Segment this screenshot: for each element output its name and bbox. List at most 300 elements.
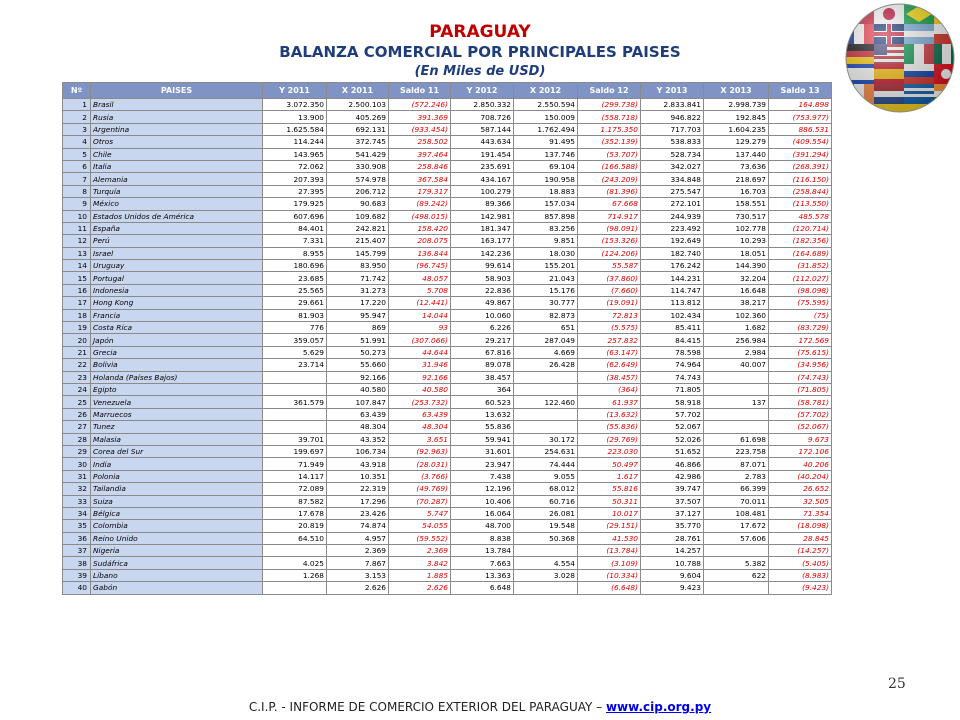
- col-x2012-cell: 26.081: [514, 507, 578, 519]
- col-saldo12-cell: (81.396): [578, 185, 641, 197]
- col-saldo12-cell: (29.769): [578, 433, 641, 445]
- col-x2013-cell: 158.551: [704, 198, 769, 210]
- col-x2012-cell: 4.554: [514, 557, 578, 569]
- col-x2012-cell: 4.669: [514, 346, 578, 358]
- col-y2013-cell: 39.747: [641, 483, 704, 495]
- col-y2012-cell: 587.144: [451, 123, 514, 135]
- col-saldo13-cell: (5.405): [769, 557, 832, 569]
- footer-text: C.I.P. - INFORME DE COMERCIO EXTERIOR DEL PARAGUAY –: [248, 700, 606, 714]
- header-col-saldo12: Saldo 12: [578, 83, 641, 99]
- col-paises-cell: Bolivia: [91, 359, 263, 371]
- col-saldo12-cell: (243.209): [578, 173, 641, 185]
- col-saldo13-cell: (31.852): [769, 260, 832, 272]
- col-x2013-cell: 218.697: [704, 173, 769, 185]
- col-paises-cell: Otros: [91, 136, 263, 148]
- col-y2011-cell: 5.629: [263, 346, 327, 358]
- header-col-paises: PAISES: [91, 83, 263, 99]
- col-x2012-cell: 83.256: [514, 222, 578, 234]
- col-nr-cell: 7: [63, 173, 91, 185]
- col-saldo12-cell: (19.091): [578, 297, 641, 309]
- col-nr-cell: 1: [63, 99, 91, 111]
- header-col-saldo13: Saldo 13: [769, 83, 832, 99]
- table-row: [63, 309, 832, 321]
- table-row: [63, 483, 832, 495]
- col-saldo11-cell: 63.439: [389, 408, 451, 420]
- col-x2013-cell: 61.698: [704, 433, 769, 445]
- col-saldo12-cell: (13.784): [578, 545, 641, 557]
- col-x2012-cell: 2.550.594: [514, 99, 578, 111]
- col-nr-cell: 6: [63, 160, 91, 172]
- col-saldo13-cell: (120.714): [769, 222, 832, 234]
- col-saldo11-cell: (253.732): [389, 396, 451, 408]
- col-saldo11-cell: 48.304: [389, 421, 451, 433]
- col-x2011-cell: 10.351: [327, 470, 389, 482]
- col-y2011-cell: [263, 408, 327, 420]
- col-saldo12-cell: (37.860): [578, 272, 641, 284]
- col-x2011-cell: 48.304: [327, 421, 389, 433]
- col-x2011-cell: 43.918: [327, 458, 389, 470]
- col-saldo13-cell: (14.257): [769, 545, 832, 557]
- col-x2012-cell: 157.034: [514, 198, 578, 210]
- col-y2012-cell: 16.064: [451, 507, 514, 519]
- col-y2011-cell: 114.244: [263, 136, 327, 148]
- col-y2013-cell: 51.652: [641, 445, 704, 457]
- col-x2012-cell: 30.777: [514, 297, 578, 309]
- col-saldo13-cell: (8.983): [769, 569, 832, 581]
- col-x2013-cell: 144.390: [704, 260, 769, 272]
- col-y2012-cell: 7.438: [451, 470, 514, 482]
- col-y2012-cell: 22.836: [451, 284, 514, 296]
- col-y2013-cell: 71.805: [641, 383, 704, 395]
- table-row: [63, 160, 832, 172]
- table-row: [63, 545, 832, 557]
- table-row: [63, 470, 832, 482]
- table-row: [63, 111, 832, 123]
- table-row: [63, 582, 832, 594]
- col-paises-cell: Reino Unido: [91, 532, 263, 544]
- col-saldo11-cell: 48.057: [389, 272, 451, 284]
- col-saldo11-cell: 158.420: [389, 222, 451, 234]
- col-saldo12-cell: (7.660): [578, 284, 641, 296]
- col-x2012-cell: 190.958: [514, 173, 578, 185]
- col-x2012-cell: 69.104: [514, 160, 578, 172]
- col-y2011-cell: 199.697: [263, 445, 327, 457]
- col-paises-cell: Polonia: [91, 470, 263, 482]
- col-saldo12-cell: (10.334): [578, 569, 641, 581]
- col-y2013-cell: 37.507: [641, 495, 704, 507]
- col-x2013-cell: [704, 408, 769, 420]
- col-y2012-cell: 12.196: [451, 483, 514, 495]
- table-row: [63, 185, 832, 197]
- col-y2012-cell: 142.236: [451, 247, 514, 259]
- col-saldo11-cell: 92.166: [389, 371, 451, 383]
- col-y2012-cell: 59.941: [451, 433, 514, 445]
- table-row: [63, 322, 832, 334]
- col-paises-cell: Marruecos: [91, 408, 263, 420]
- col-y2013-cell: 342.027: [641, 160, 704, 172]
- col-x2013-cell: 1.682: [704, 322, 769, 334]
- col-nr-cell: 36: [63, 532, 91, 544]
- col-y2013-cell: 52.067: [641, 421, 704, 433]
- col-saldo12-cell: 223.030: [578, 445, 641, 457]
- col-paises-cell: Japón: [91, 334, 263, 346]
- col-y2013-cell: 275.547: [641, 185, 704, 197]
- col-y2012-cell: 49.867: [451, 297, 514, 309]
- table-row: [63, 371, 832, 383]
- col-saldo13-cell: (40.204): [769, 470, 832, 482]
- col-paises-cell: Venezuela: [91, 396, 263, 408]
- table-row: [63, 148, 832, 160]
- col-y2013-cell: 46.866: [641, 458, 704, 470]
- col-y2011-cell: [263, 383, 327, 395]
- col-nr-cell: 15: [63, 272, 91, 284]
- col-x2011-cell: 17.296: [327, 495, 389, 507]
- col-x2012-cell: 155.201: [514, 260, 578, 272]
- header-col-nr: Nº: [63, 83, 91, 99]
- col-x2011-cell: 2.369: [327, 545, 389, 557]
- col-x2011-cell: 372.745: [327, 136, 389, 148]
- col-y2012-cell: 55.836: [451, 421, 514, 433]
- col-x2013-cell: 2.984: [704, 346, 769, 358]
- col-y2013-cell: 78.598: [641, 346, 704, 358]
- table-row: [63, 136, 832, 148]
- col-x2013-cell: [704, 545, 769, 557]
- col-x2012-cell: [514, 421, 578, 433]
- col-x2013-cell: 102.360: [704, 309, 769, 321]
- col-y2011-cell: 361.579: [263, 396, 327, 408]
- col-y2011-cell: [263, 371, 327, 383]
- col-y2013-cell: 114.747: [641, 284, 704, 296]
- table-row: [63, 235, 832, 247]
- col-saldo11-cell: 367.584: [389, 173, 451, 185]
- col-x2013-cell: 16.703: [704, 185, 769, 197]
- col-x2011-cell: 574.978: [327, 173, 389, 185]
- table-row: [63, 346, 832, 358]
- col-x2013-cell: 18.051: [704, 247, 769, 259]
- col-x2011-cell: 3.153: [327, 569, 389, 581]
- col-saldo13-cell: (9.423): [769, 582, 832, 594]
- col-x2013-cell: 10.293: [704, 235, 769, 247]
- col-paises-cell: Costa Rica: [91, 322, 263, 334]
- col-saldo13-cell: (75): [769, 309, 832, 321]
- col-y2012-cell: 7.663: [451, 557, 514, 569]
- col-x2011-cell: 92.166: [327, 371, 389, 383]
- col-x2013-cell: 38.217: [704, 297, 769, 309]
- col-y2011-cell: 359.057: [263, 334, 327, 346]
- col-saldo11-cell: (3.766): [389, 470, 451, 482]
- col-y2012-cell: 191.454: [451, 148, 514, 160]
- col-saldo11-cell: (89.242): [389, 198, 451, 210]
- table-row: [63, 495, 832, 507]
- col-y2011-cell: [263, 421, 327, 433]
- col-x2013-cell: 2.998.739: [704, 99, 769, 111]
- col-x2011-cell: 50.273: [327, 346, 389, 358]
- table-row: [63, 507, 832, 519]
- col-y2012-cell: 29.217: [451, 334, 514, 346]
- col-x2013-cell: 108.481: [704, 507, 769, 519]
- col-saldo13-cell: 172.569: [769, 334, 832, 346]
- table-row: [63, 334, 832, 346]
- col-x2012-cell: 30.172: [514, 433, 578, 445]
- col-y2011-cell: [263, 582, 327, 594]
- col-y2013-cell: 113.812: [641, 297, 704, 309]
- col-y2011-cell: 180.696: [263, 260, 327, 272]
- col-x2013-cell: [704, 582, 769, 594]
- col-paises-cell: Hong Kong: [91, 297, 263, 309]
- col-saldo11-cell: 5.747: [389, 507, 451, 519]
- col-nr-cell: 40: [63, 582, 91, 594]
- page-title: PARAGUAY: [429, 22, 531, 42]
- col-saldo11-cell: 391.369: [389, 111, 451, 123]
- col-saldo13-cell: 164.898: [769, 99, 832, 111]
- col-x2013-cell: 17.672: [704, 520, 769, 532]
- col-paises-cell: Bélgica: [91, 507, 263, 519]
- col-paises-cell: Rusia: [91, 111, 263, 123]
- col-x2013-cell: [704, 371, 769, 383]
- col-saldo13-cell: 886.531: [769, 123, 832, 135]
- col-y2012-cell: 89.366: [451, 198, 514, 210]
- col-x2013-cell: 137: [704, 396, 769, 408]
- table-row: [63, 396, 832, 408]
- col-saldo12-cell: 61.937: [578, 396, 641, 408]
- col-x2013-cell: 129.279: [704, 136, 769, 148]
- col-y2013-cell: 538.833: [641, 136, 704, 148]
- col-paises-cell: Nigeria: [91, 545, 263, 557]
- col-y2011-cell: 25.565: [263, 284, 327, 296]
- col-saldo12-cell: (13.632): [578, 408, 641, 420]
- col-y2012-cell: 48.700: [451, 520, 514, 532]
- col-nr-cell: 35: [63, 520, 91, 532]
- col-y2013-cell: 272.101: [641, 198, 704, 210]
- col-saldo12-cell: (63.147): [578, 346, 641, 358]
- header-col-saldo11: Saldo 11: [389, 83, 451, 99]
- col-x2013-cell: 16.648: [704, 284, 769, 296]
- col-y2011-cell: 1.625.584: [263, 123, 327, 135]
- col-y2011-cell: 72.062: [263, 160, 327, 172]
- col-y2013-cell: 182.740: [641, 247, 704, 259]
- table-row: [63, 532, 832, 544]
- col-nr-cell: 31: [63, 470, 91, 482]
- col-paises-cell: Colombia: [91, 520, 263, 532]
- col-y2011-cell: 7.331: [263, 235, 327, 247]
- col-x2013-cell: 102.778: [704, 222, 769, 234]
- col-x2012-cell: 18.883: [514, 185, 578, 197]
- col-paises-cell: Suiza: [91, 495, 263, 507]
- col-saldo11-cell: 208.075: [389, 235, 451, 247]
- col-y2013-cell: 42.986: [641, 470, 704, 482]
- col-saldo12-cell: 714.917: [578, 210, 641, 222]
- col-saldo12-cell: (3.109): [578, 557, 641, 569]
- table-row: [63, 198, 832, 210]
- col-paises-cell: Sudáfrica: [91, 557, 263, 569]
- col-x2012-cell: 82.873: [514, 309, 578, 321]
- col-y2011-cell: 87.582: [263, 495, 327, 507]
- col-saldo12-cell: (124.206): [578, 247, 641, 259]
- col-y2013-cell: 334.848: [641, 173, 704, 185]
- col-x2013-cell: 223.758: [704, 445, 769, 457]
- col-x2013-cell: 40.007: [704, 359, 769, 371]
- col-y2013-cell: 52.026: [641, 433, 704, 445]
- col-saldo13-cell: (57.702): [769, 408, 832, 420]
- col-y2012-cell: 13.784: [451, 545, 514, 557]
- col-y2011-cell: 3.072.350: [263, 99, 327, 111]
- col-y2011-cell: 64.510: [263, 532, 327, 544]
- col-saldo13-cell: (164.689): [769, 247, 832, 259]
- col-paises-cell: Argentina: [91, 123, 263, 135]
- table-row: [63, 445, 832, 457]
- col-x2011-cell: 22.319: [327, 483, 389, 495]
- col-x2011-cell: 55.660: [327, 359, 389, 371]
- col-nr-cell: 17: [63, 297, 91, 309]
- col-saldo11-cell: (307.066): [389, 334, 451, 346]
- col-x2012-cell: 150.009: [514, 111, 578, 123]
- col-nr-cell: 22: [63, 359, 91, 371]
- col-x2012-cell: 19.548: [514, 520, 578, 532]
- col-x2011-cell: 95.947: [327, 309, 389, 321]
- col-saldo13-cell: (83.729): [769, 322, 832, 334]
- header-col-x2013: X 2013: [704, 83, 769, 99]
- col-x2012-cell: 74.444: [514, 458, 578, 470]
- col-x2013-cell: 730.517: [704, 210, 769, 222]
- col-y2012-cell: 434.167: [451, 173, 514, 185]
- col-paises-cell: Malasia: [91, 433, 263, 445]
- col-x2011-cell: 541.429: [327, 148, 389, 160]
- col-saldo13-cell: (52.067): [769, 421, 832, 433]
- col-saldo12-cell: (29.151): [578, 520, 641, 532]
- col-saldo13-cell: (182.356): [769, 235, 832, 247]
- col-y2012-cell: 10.060: [451, 309, 514, 321]
- col-y2013-cell: 35.770: [641, 520, 704, 532]
- col-saldo12-cell: (364): [578, 383, 641, 395]
- col-saldo13-cell: (409.554): [769, 136, 832, 148]
- col-y2011-cell: 14.117: [263, 470, 327, 482]
- col-saldo11-cell: 258.502: [389, 136, 451, 148]
- table-row: [63, 210, 832, 222]
- col-nr-cell: 38: [63, 557, 91, 569]
- col-saldo11-cell: 40.580: [389, 383, 451, 395]
- col-x2013-cell: 256.984: [704, 334, 769, 346]
- col-saldo12-cell: (352.139): [578, 136, 641, 148]
- col-y2013-cell: 244.939: [641, 210, 704, 222]
- col-saldo13-cell: 40.206: [769, 458, 832, 470]
- col-paises-cell: Turquía: [91, 185, 263, 197]
- col-y2011-cell: 17.678: [263, 507, 327, 519]
- col-nr-cell: 24: [63, 383, 91, 395]
- col-nr-cell: 19: [63, 322, 91, 334]
- col-x2012-cell: 1.762.494: [514, 123, 578, 135]
- col-y2012-cell: 443.634: [451, 136, 514, 148]
- col-saldo11-cell: 397.464: [389, 148, 451, 160]
- col-y2013-cell: 74.964: [641, 359, 704, 371]
- col-saldo13-cell: (75.615): [769, 346, 832, 358]
- col-saldo12-cell: (558.718): [578, 111, 641, 123]
- col-nr-cell: 18: [63, 309, 91, 321]
- col-x2012-cell: [514, 545, 578, 557]
- col-x2012-cell: 60.716: [514, 495, 578, 507]
- col-x2013-cell: 5.382: [704, 557, 769, 569]
- header-col-y2011: Y 2011: [263, 83, 327, 99]
- col-y2011-cell: 1.268: [263, 569, 327, 581]
- table-row: [63, 557, 832, 569]
- col-saldo12-cell: (5.575): [578, 322, 641, 334]
- col-saldo13-cell: 28.845: [769, 532, 832, 544]
- col-nr-cell: 16: [63, 284, 91, 296]
- header-col-y2012: Y 2012: [451, 83, 514, 99]
- col-x2013-cell: 57.606: [704, 532, 769, 544]
- col-y2011-cell: 179.925: [263, 198, 327, 210]
- col-saldo12-cell: 10.017: [578, 507, 641, 519]
- col-y2012-cell: 99.614: [451, 260, 514, 272]
- col-nr-cell: 37: [63, 545, 91, 557]
- col-saldo12-cell: (38.457): [578, 371, 641, 383]
- col-nr-cell: 30: [63, 458, 91, 470]
- col-y2012-cell: 364: [451, 383, 514, 395]
- col-nr-cell: 23: [63, 371, 91, 383]
- col-paises-cell: Corea del Sur: [91, 445, 263, 457]
- col-x2013-cell: 2.783: [704, 470, 769, 482]
- footer-link[interactable]: www.cip.org.py: [605, 700, 712, 714]
- col-saldo11-cell: 44.644: [389, 346, 451, 358]
- col-saldo13-cell: (391.294): [769, 148, 832, 160]
- col-saldo13-cell: (98.098): [769, 284, 832, 296]
- col-x2011-cell: 90.683: [327, 198, 389, 210]
- col-x2011-cell: 206.712: [327, 185, 389, 197]
- col-nr-cell: 29: [63, 445, 91, 457]
- trade-balance-table: [62, 82, 832, 595]
- col-saldo11-cell: 3.651: [389, 433, 451, 445]
- col-saldo12-cell: 50.497: [578, 458, 641, 470]
- table-row: [63, 272, 832, 284]
- col-saldo11-cell: (498.015): [389, 210, 451, 222]
- col-y2011-cell: 23.685: [263, 272, 327, 284]
- col-x2012-cell: 287.049: [514, 334, 578, 346]
- col-y2013-cell: 144.231: [641, 272, 704, 284]
- col-x2013-cell: [704, 383, 769, 395]
- col-y2012-cell: 142.981: [451, 210, 514, 222]
- col-x2011-cell: 74.874: [327, 520, 389, 532]
- col-saldo12-cell: 257.832: [578, 334, 641, 346]
- col-y2012-cell: 67.816: [451, 346, 514, 358]
- col-saldo13-cell: (75.595): [769, 297, 832, 309]
- col-saldo11-cell: 14.044: [389, 309, 451, 321]
- col-y2011-cell: 27.395: [263, 185, 327, 197]
- table-row: [63, 297, 832, 309]
- col-y2013-cell: 10.788: [641, 557, 704, 569]
- table-row: [63, 359, 832, 371]
- col-saldo13-cell: (258.844): [769, 185, 832, 197]
- flags-globe-icon: [836, 0, 960, 124]
- col-saldo11-cell: (70.287): [389, 495, 451, 507]
- col-y2013-cell: 102.434: [641, 309, 704, 321]
- table-row: [63, 284, 832, 296]
- col-saldo13-cell: (58.781): [769, 396, 832, 408]
- col-saldo12-cell: 72.813: [578, 309, 641, 321]
- table-row: [63, 408, 832, 420]
- col-x2011-cell: 2.626: [327, 582, 389, 594]
- col-x2012-cell: [514, 383, 578, 395]
- col-x2012-cell: 26.428: [514, 359, 578, 371]
- col-nr-cell: 14: [63, 260, 91, 272]
- col-saldo13-cell: (112.027): [769, 272, 832, 284]
- col-saldo13-cell: (113.550): [769, 198, 832, 210]
- col-y2013-cell: 9.604: [641, 569, 704, 581]
- col-saldo11-cell: (92.963): [389, 445, 451, 457]
- col-x2011-cell: 2.500.103: [327, 99, 389, 111]
- col-x2011-cell: 17.220: [327, 297, 389, 309]
- col-y2013-cell: 28.761: [641, 532, 704, 544]
- col-paises-cell: Gabón: [91, 582, 263, 594]
- table-row: [63, 458, 832, 470]
